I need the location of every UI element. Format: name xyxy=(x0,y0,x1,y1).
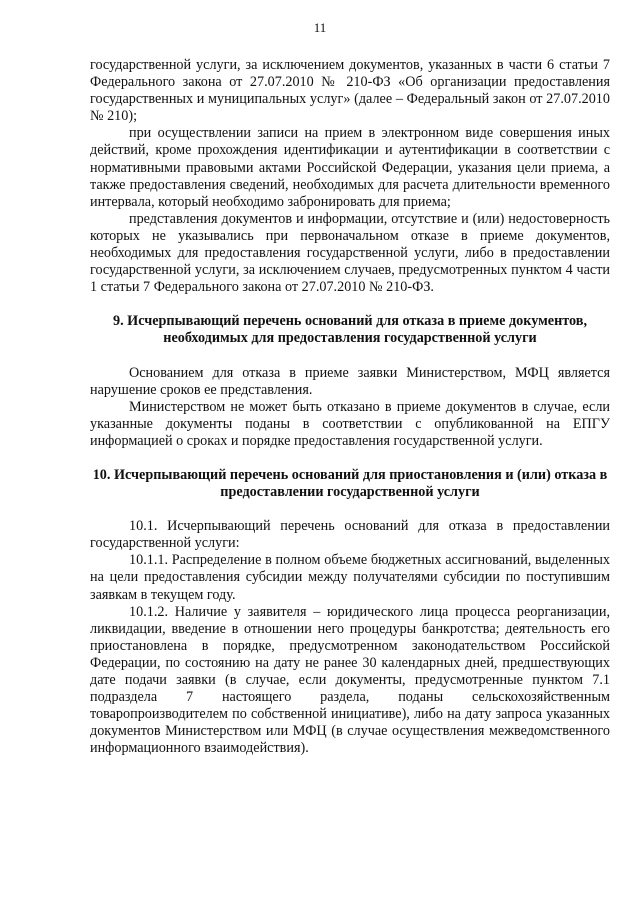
page-number: 11 xyxy=(313,20,327,35)
document-body xyxy=(90,57,610,757)
paragraph: 10.1.2. Наличие у заявителя – юридического лица процесса реорганизации, ликвидации, введение в отношении него процедуры банкротства; деятельность его приостановлена в порядке, предусмотренном законодательством Российской Федерации, по состоянию на дату не ранее 30 календарных дней, предшествующих дате подачи заявки (в случае, если документы, предусмотренные пунктом 7.1 подраздела 7 настоящего раздела, поданы сельскохозяйственным товаропроизводителем по собственной инициативе), либо на дату запроса указанных документов Министерством или МФЦ (в случае осуществления межведомственного информационного взаимодействия). xyxy=(90,603,610,757)
section-spacer xyxy=(90,296,610,313)
paragraph: Основанием для отказа в приеме заявки Министерством, МФЦ является нарушение сроков ее представления. xyxy=(90,364,610,398)
paragraph: при осуществлении записи на прием в электронном виде совершения иных действий, кроме прохождения идентификации и аутентификации в соответствии с нормативными правовыми актами Российской Федерации, указания цели приема, а также предоставления сведений, необходимых для расчета длительности временного интервала, который необходимо забронировать для приема; xyxy=(90,125,610,210)
paragraph: Министерством не может быть отказано в приеме документов в случае, если указанные документы поданы в соответствии с опубликованной на ЕПГУ информацией о сроках и порядке предоставления государственной услуги. xyxy=(90,398,610,449)
section-spacer xyxy=(90,501,610,518)
paragraph: государственной услуги, за исключением документов, указанных в части 6 статьи 7 Федерального закона от 27.07.2010 № 210-ФЗ «Об организации предоставления государственных и муниципальных услуг» (далее – Федеральный закон от 27.07.2010 № 210); xyxy=(90,57,610,125)
section-spacer xyxy=(90,450,610,467)
paragraph: 10.1. Исчерпывающий перечень оснований для отказа в предоставлении государственной услуги: xyxy=(90,518,610,552)
paragraph: представления документов и информации, отсутствие и (или) недостоверность которых не указывались при первоначальном отказе в приеме документов, необходимых для предоставления государственной услуги, либо в предоставлении государственной услуги, за исключением случаев, предусмотренных пунктом 4 части 1 статьи 7 Федерального закона от 27.07.2010 № 210-ФЗ. xyxy=(90,210,610,296)
paragraph: 10.1.1. Распределение в полном объеме бюджетных ассигнований, выделенных на цели предоставления субсидии между получателями субсидии по поступившим заявкам в текущем году. xyxy=(90,552,610,603)
section-heading: 9. Исчерпывающий перечень оснований для отказа в приеме документов, необходимых для предоставления государственной услуги xyxy=(112,313,587,347)
section-heading: 10. Исчерпывающий перечень оснований для приостановления и (или) отказа в предоставлении государственной услуги xyxy=(92,466,608,501)
section-spacer xyxy=(90,348,610,365)
